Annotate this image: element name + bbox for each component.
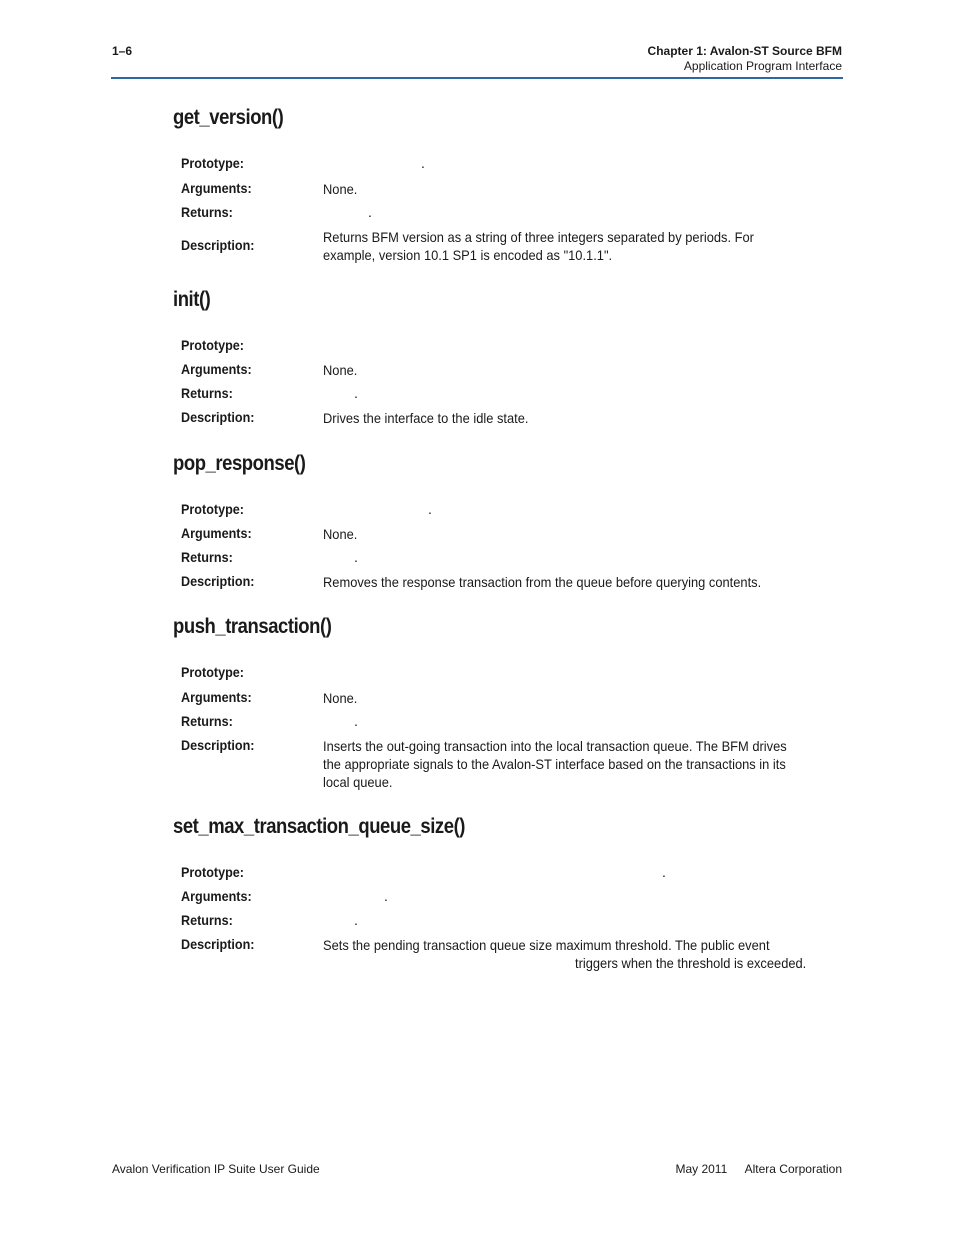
- label-arguments: Arguments:: [181, 689, 252, 705]
- chapter-title: Chapter 1: Avalon-ST Source BFM: [647, 44, 842, 58]
- prototype-period: .: [662, 864, 666, 880]
- returns-period: .: [354, 385, 358, 401]
- arguments-value: None.: [323, 181, 358, 197]
- label-returns: Returns:: [181, 912, 233, 928]
- prototype-period: .: [428, 501, 432, 517]
- footer-guide-title: Avalon Verification IP Suite User Guide: [112, 1162, 320, 1176]
- label-arguments: Arguments:: [181, 525, 252, 541]
- description-value: Removes the response transaction from the queue before querying contents.: [323, 574, 762, 590]
- label-returns: Returns:: [181, 385, 233, 401]
- heading-get-version: get_version(): [173, 106, 284, 129]
- label-returns: Returns:: [181, 713, 233, 729]
- heading-set-max-transaction-queue-size: set_max_transaction_queue_size(): [173, 815, 465, 838]
- prototype-period: .: [421, 155, 425, 171]
- label-description: Description:: [181, 237, 255, 253]
- heading-push-transaction: push_transaction(): [173, 615, 332, 638]
- arguments-value: None.: [323, 526, 358, 542]
- description-value: Inserts the out-going transaction into the local transaction queue. The BFM drives the appropriate signals to the Avalon-ST interface based on the transactions in its local queue.: [323, 738, 787, 790]
- arguments-value: None.: [323, 690, 358, 706]
- header-divider: [111, 77, 843, 79]
- label-prototype: Prototype:: [181, 864, 244, 880]
- label-returns: Returns:: [181, 204, 233, 220]
- returns-period: .: [354, 549, 358, 565]
- arguments-value: None.: [323, 362, 358, 378]
- returns-period: .: [354, 912, 358, 928]
- label-description: Description:: [181, 936, 255, 952]
- label-prototype: Prototype:: [181, 664, 244, 680]
- label-prototype: Prototype:: [181, 501, 244, 517]
- description-value-line2: triggers when the threshold is exceeded.: [575, 955, 807, 971]
- label-prototype: Prototype:: [181, 155, 244, 171]
- returns-period: .: [368, 204, 372, 220]
- label-arguments: Arguments:: [181, 888, 252, 904]
- running-header: [648, 44, 842, 74]
- label-prototype: Prototype:: [181, 337, 244, 353]
- heading-pop-response: pop_response(): [173, 452, 306, 475]
- heading-init: init(): [173, 288, 211, 311]
- label-arguments: Arguments:: [181, 180, 252, 196]
- label-arguments: Arguments:: [181, 361, 252, 377]
- footer-date: May 2011: [675, 1162, 728, 1176]
- section-title: Application Program Interface: [683, 59, 842, 73]
- description-value: Drives the interface to the idle state.: [323, 410, 529, 426]
- page-number: 1–6: [112, 44, 133, 58]
- label-description: Description:: [181, 573, 255, 589]
- description-value-line1: Sets the pending transaction queue size maximum threshold. The public event: [323, 937, 770, 953]
- label-description: Description:: [181, 409, 255, 425]
- footer-right: [661, 1162, 842, 1176]
- description-value: Returns BFM version as a string of three integers separated by periods. For example, version 10.1 SP1 is encoded as "10.1.1".: [323, 229, 754, 263]
- footer-company: Altera Corporation: [744, 1162, 842, 1176]
- returns-period: .: [354, 713, 358, 729]
- label-description: Description:: [181, 737, 255, 753]
- label-returns: Returns:: [181, 549, 233, 565]
- arguments-period: .: [384, 888, 388, 904]
